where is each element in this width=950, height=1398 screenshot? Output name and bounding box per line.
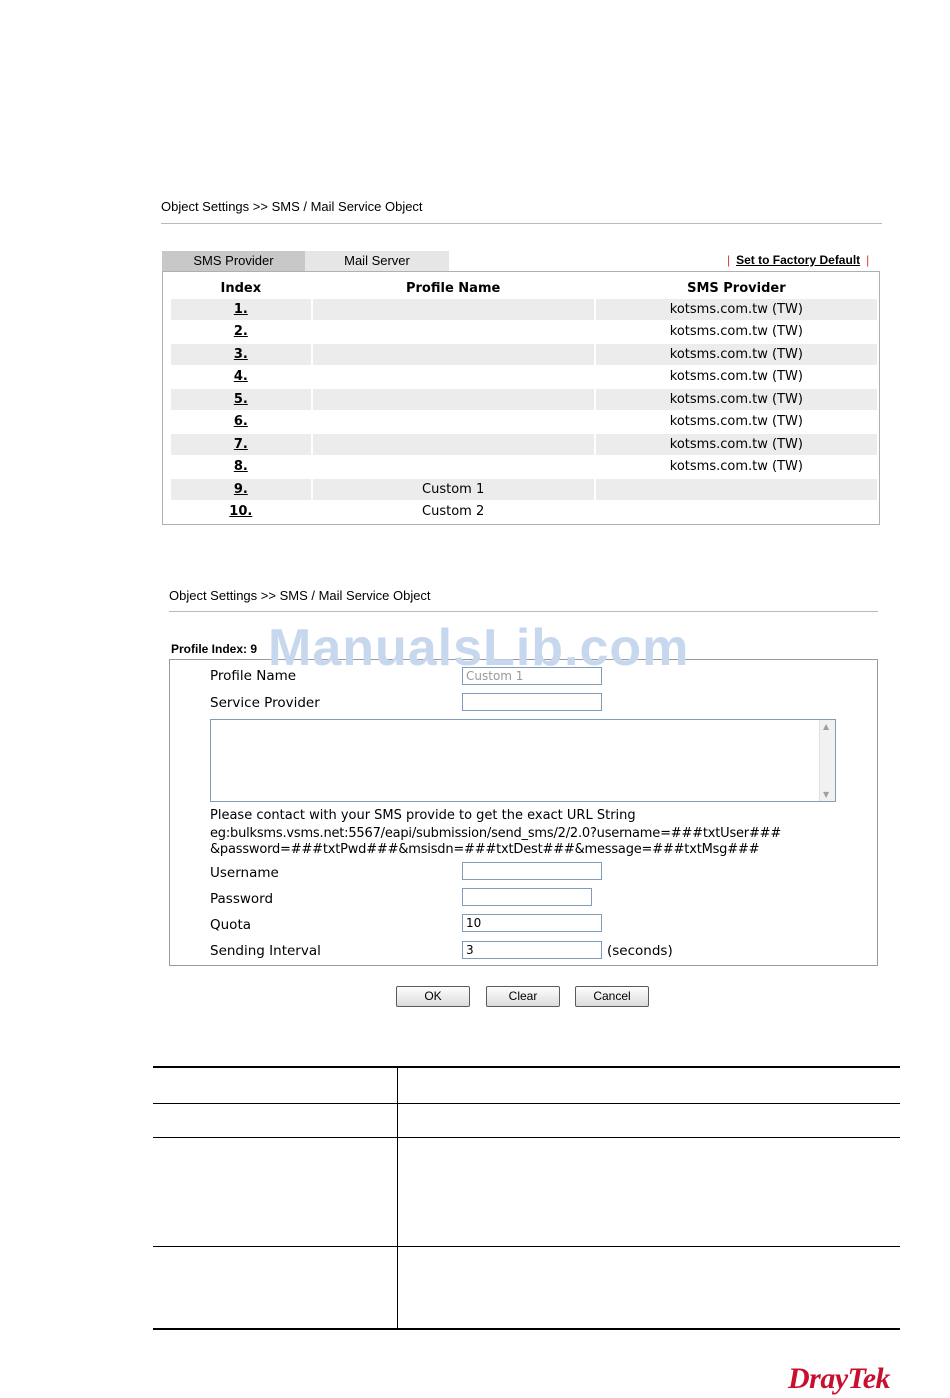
profile-name-cell xyxy=(313,344,594,365)
sending-interval-input[interactable] xyxy=(462,941,602,959)
index-link[interactable]: 7. xyxy=(233,436,248,452)
draytek-logo: DrayTek xyxy=(788,1362,891,1395)
profile-table xyxy=(169,277,879,524)
url-string-textarea[interactable] xyxy=(210,719,836,802)
quota-input[interactable] xyxy=(462,914,602,932)
sms-provider-list xyxy=(162,271,880,525)
password-label: Password xyxy=(210,891,274,907)
index-link[interactable]: 9. xyxy=(233,481,248,497)
profile-name-cell: Custom 1 xyxy=(313,479,594,500)
profile-name-cell: Custom 2 xyxy=(422,504,485,520)
provider-cell: kotsms.com.tw (TW) xyxy=(669,369,803,385)
factory-default-area xyxy=(727,253,869,267)
tab-mail-server[interactable]: Mail Server xyxy=(305,251,449,271)
watermark: ManualsLib.com xyxy=(268,619,690,677)
cancel-button[interactable]: Cancel xyxy=(575,986,649,1007)
column-header-sms-provider: SMS Provider xyxy=(687,280,786,296)
column-header-profile-name: Profile Name xyxy=(405,280,501,296)
table-row xyxy=(171,412,877,433)
breadcrumb-divider xyxy=(161,223,882,224)
scroll-down-icon[interactable]: ▼ xyxy=(823,790,830,799)
seconds-unit: (seconds) xyxy=(607,943,673,959)
table-row xyxy=(171,502,877,523)
index-link[interactable]: 8. xyxy=(233,459,248,475)
profile-name-label: Profile Name xyxy=(210,668,297,684)
index-link[interactable]: 2. xyxy=(233,324,248,340)
profile-name-cell xyxy=(313,367,594,388)
profile-index-label: Profile Index: 9 xyxy=(171,642,258,656)
set-factory-default-link[interactable]: Set to Factory Default xyxy=(736,253,861,267)
provider-cell: kotsms.com.tw (TW) xyxy=(596,434,877,455)
url-hint: Please contact with your SMS provide to get the exact URL String xyxy=(210,808,636,823)
table-row xyxy=(171,367,877,388)
table-row-divider xyxy=(153,1103,900,1104)
quota-label: Quota xyxy=(210,917,252,933)
profile-name-cell xyxy=(313,389,594,410)
table-row xyxy=(171,389,877,410)
breadcrumb: Object Settings >> SMS / Mail Service Object xyxy=(169,588,431,603)
index-link[interactable]: 1. xyxy=(233,301,248,317)
clear-button[interactable]: Clear xyxy=(486,986,560,1007)
provider-cell: kotsms.com.tw (TW) xyxy=(596,299,877,320)
index-link[interactable]: 3. xyxy=(233,346,248,362)
provider-cell xyxy=(596,502,877,523)
url-example-line1: eg:bulksms.vsms.net:5567/eapi/submission/send_sms/2/2.0?username=###txtUser### xyxy=(210,826,782,841)
table-top-rule xyxy=(153,1066,900,1068)
table-column-divider xyxy=(397,1067,398,1329)
password-input[interactable] xyxy=(462,888,592,906)
ok-button[interactable]: OK xyxy=(396,986,470,1007)
index-link[interactable]: 5. xyxy=(233,391,248,407)
index-link[interactable]: 10. xyxy=(229,504,253,520)
table-row xyxy=(171,344,877,365)
table-row xyxy=(171,322,877,343)
provider-cell xyxy=(596,479,877,500)
profile-name-cell xyxy=(313,457,594,478)
profile-name-cell xyxy=(313,412,594,433)
separator-bar: | xyxy=(727,253,731,267)
breadcrumb: Object Settings >> SMS / Mail Service Object xyxy=(161,199,423,214)
provider-cell: kotsms.com.tw (TW) xyxy=(669,324,803,340)
service-provider-input[interactable] xyxy=(462,693,602,711)
index-link[interactable]: 4. xyxy=(233,369,248,385)
provider-cell: kotsms.com.tw (TW) xyxy=(669,459,803,475)
provider-cell: kotsms.com.tw (TW) xyxy=(596,389,877,410)
scrollbar[interactable] xyxy=(819,720,835,801)
provider-cell: kotsms.com.tw (TW) xyxy=(669,414,803,430)
profile-name-cell xyxy=(313,299,594,320)
sending-interval-label: Sending Interval xyxy=(210,943,321,959)
table-bottom-rule xyxy=(153,1328,900,1330)
separator-bar: | xyxy=(866,253,870,267)
url-example-line2: &password=###txtPwd###&msisdn=###txtDest###&message=###txtMsg### xyxy=(210,842,760,857)
scroll-up-icon[interactable]: ▲ xyxy=(823,722,830,731)
table-row xyxy=(171,479,877,500)
index-link[interactable]: 6. xyxy=(233,414,248,430)
table-row xyxy=(171,299,877,320)
tab-sms-provider[interactable]: SMS Provider xyxy=(162,251,305,271)
table-row xyxy=(171,434,877,455)
table-row-divider xyxy=(153,1246,900,1247)
profile-name-cell xyxy=(313,434,594,455)
username-label: Username xyxy=(210,865,279,881)
table-row xyxy=(171,457,877,478)
username-input[interactable] xyxy=(462,862,602,880)
table-row-divider xyxy=(153,1137,900,1138)
breadcrumb-divider xyxy=(169,611,878,612)
profile-name-cell xyxy=(313,322,594,343)
provider-cell: kotsms.com.tw (TW) xyxy=(596,344,877,365)
column-header-index: Index xyxy=(220,280,262,296)
service-provider-label: Service Provider xyxy=(210,695,320,711)
